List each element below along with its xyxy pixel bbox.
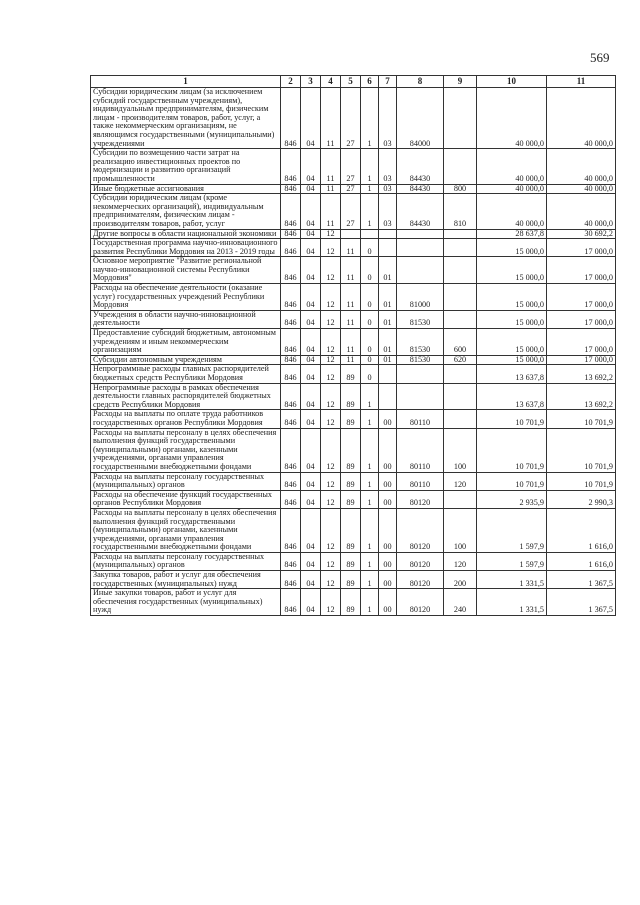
cell-col-9 (444, 365, 477, 383)
cell-col-6: 0 (361, 284, 379, 311)
cell-col-11: 40 000,0 (547, 194, 616, 229)
cell-col-6: 1 (361, 383, 379, 410)
row-name: Непрограммные расходы в рамках обеспечения деятельности главных распорядителей бюджетных средств Республики Мордовия (91, 383, 281, 410)
cell-col-6: 1 (361, 149, 379, 184)
cell-col-5: 89 (341, 508, 361, 552)
cell-col-6: 1 (361, 508, 379, 552)
cell-col-11: 30 692,2 (547, 229, 616, 239)
cell-col-4: 11 (321, 149, 341, 184)
cell-col-5: 89 (341, 589, 361, 616)
row-name: Расходы на выплаты персоналу государственных (муниципальных) органов (91, 472, 281, 490)
cell-col-10: 1 597,9 (477, 552, 547, 570)
table-row (91, 383, 616, 410)
cell-col-6: 1 (361, 428, 379, 472)
cell-col-9 (444, 284, 477, 311)
cell-col-8 (397, 383, 444, 410)
budget-table (90, 75, 616, 616)
cell-col-6: 1 (361, 571, 379, 589)
cell-col-4: 12 (321, 229, 341, 239)
table-row (91, 428, 616, 472)
cell-col-2: 846 (281, 239, 301, 257)
cell-col-9 (444, 383, 477, 410)
cell-col-7: 01 (379, 355, 397, 365)
table-row (91, 472, 616, 490)
cell-col-7: 01 (379, 284, 397, 311)
cell-col-2: 846 (281, 428, 301, 472)
cell-col-4: 12 (321, 383, 341, 410)
cell-col-8 (397, 365, 444, 383)
cell-col-4: 12 (321, 257, 341, 284)
cell-col-8: 80120 (397, 571, 444, 589)
cell-col-2: 846 (281, 229, 301, 239)
cell-col-4: 12 (321, 310, 341, 328)
cell-col-5: 11 (341, 310, 361, 328)
cell-col-5: 27 (341, 149, 361, 184)
cell-col-5: 11 (341, 284, 361, 311)
cell-col-3: 04 (301, 310, 321, 328)
column-header-10: 10 (477, 76, 547, 88)
cell-col-9 (444, 490, 477, 508)
row-name: Расходы на обеспечение деятельности (оказание услуг) государственных учреждений Республики Мордовия (91, 284, 281, 311)
cell-col-7 (379, 229, 397, 239)
cell-col-2: 846 (281, 329, 301, 356)
cell-col-3: 04 (301, 355, 321, 365)
cell-col-10: 40 000,0 (477, 194, 547, 229)
cell-col-10: 15 000,0 (477, 355, 547, 365)
row-name: Субсидии автономным учреждениям (91, 355, 281, 365)
cell-col-8: 80110 (397, 428, 444, 472)
cell-col-3: 04 (301, 365, 321, 383)
cell-col-9: 810 (444, 194, 477, 229)
cell-col-6: 0 (361, 355, 379, 365)
cell-col-5: 11 (341, 257, 361, 284)
column-header-7: 7 (379, 76, 397, 88)
table-row (91, 552, 616, 570)
cell-col-6: 0 (361, 310, 379, 328)
cell-col-9: 620 (444, 355, 477, 365)
cell-col-5: 89 (341, 472, 361, 490)
column-header-6: 6 (361, 76, 379, 88)
cell-col-8: 80110 (397, 472, 444, 490)
cell-col-2: 846 (281, 184, 301, 194)
table-row (91, 184, 616, 194)
cell-col-4: 12 (321, 428, 341, 472)
cell-col-5: 27 (341, 88, 361, 149)
cell-col-9 (444, 229, 477, 239)
cell-col-8: 84430 (397, 184, 444, 194)
cell-col-4: 12 (321, 490, 341, 508)
cell-col-5: 11 (341, 355, 361, 365)
cell-col-8 (397, 229, 444, 239)
cell-col-6: 1 (361, 589, 379, 616)
table-row (91, 229, 616, 239)
cell-col-6: 0 (361, 329, 379, 356)
cell-col-7: 00 (379, 490, 397, 508)
cell-col-3: 04 (301, 149, 321, 184)
column-header-5: 5 (341, 76, 361, 88)
cell-col-4: 12 (321, 239, 341, 257)
cell-col-3: 04 (301, 257, 321, 284)
cell-col-8: 84430 (397, 194, 444, 229)
cell-col-6: 0 (361, 257, 379, 284)
cell-col-8: 80120 (397, 552, 444, 570)
row-name: Закупка товаров, работ и услуг для обеспечения государственных (муниципальных) нужд (91, 571, 281, 589)
cell-col-11: 17 000,0 (547, 284, 616, 311)
cell-col-7: 00 (379, 589, 397, 616)
cell-col-11: 40 000,0 (547, 88, 616, 149)
cell-col-5: 89 (341, 365, 361, 383)
cell-col-11: 40 000,0 (547, 149, 616, 184)
row-name: Непрограммные расходы главных распорядителей бюджетных средств Республики Мордовия (91, 365, 281, 383)
cell-col-6: 1 (361, 472, 379, 490)
cell-col-3: 04 (301, 329, 321, 356)
cell-col-4: 12 (321, 552, 341, 570)
table-row (91, 571, 616, 589)
cell-col-2: 846 (281, 508, 301, 552)
cell-col-4: 11 (321, 194, 341, 229)
table-row (91, 355, 616, 365)
cell-col-7: 03 (379, 88, 397, 149)
table-row (91, 365, 616, 383)
cell-col-11: 13 692,2 (547, 365, 616, 383)
row-name: Расходы на выплаты персоналу в целях обеспечения выполнения функций государственными (муниципальными) органами, казенными учреждениями, органами управления государственными внебюджетными фондами (91, 428, 281, 472)
cell-col-3: 04 (301, 428, 321, 472)
cell-col-8 (397, 239, 444, 257)
cell-col-9: 100 (444, 508, 477, 552)
cell-col-4: 12 (321, 589, 341, 616)
cell-col-5: 89 (341, 571, 361, 589)
cell-col-10: 1 597,9 (477, 508, 547, 552)
cell-col-11: 10 701,9 (547, 410, 616, 428)
cell-col-9 (444, 239, 477, 257)
cell-col-9 (444, 410, 477, 428)
cell-col-10: 28 637,8 (477, 229, 547, 239)
cell-col-4: 12 (321, 571, 341, 589)
table-row (91, 239, 616, 257)
row-name: Государственная программа научно-инновационного развития Республики Мордовия на 2013 - 2019 годы (91, 239, 281, 257)
cell-col-11: 10 701,9 (547, 428, 616, 472)
cell-col-10: 15 000,0 (477, 310, 547, 328)
cell-col-11: 17 000,0 (547, 355, 616, 365)
cell-col-3: 04 (301, 552, 321, 570)
cell-col-9 (444, 257, 477, 284)
cell-col-3: 04 (301, 284, 321, 311)
cell-col-7: 00 (379, 472, 397, 490)
cell-col-2: 846 (281, 284, 301, 311)
row-name: Субсидии по возмещению части затрат на реализацию инвестиционных проектов по модернизации и развитию организаций промышленности (91, 149, 281, 184)
cell-col-4: 12 (321, 284, 341, 311)
cell-col-10: 15 000,0 (477, 239, 547, 257)
cell-col-8: 80120 (397, 490, 444, 508)
cell-col-11: 1 616,0 (547, 508, 616, 552)
cell-col-6: 0 (361, 239, 379, 257)
cell-col-6 (361, 229, 379, 239)
cell-col-11: 10 701,9 (547, 472, 616, 490)
cell-col-4: 12 (321, 472, 341, 490)
cell-col-9: 100 (444, 428, 477, 472)
row-name: Иные бюджетные ассигнования (91, 184, 281, 194)
cell-col-2: 846 (281, 552, 301, 570)
cell-col-8 (397, 257, 444, 284)
cell-col-2: 846 (281, 88, 301, 149)
cell-col-10: 2 935,9 (477, 490, 547, 508)
column-header-2: 2 (281, 76, 301, 88)
cell-col-9: 200 (444, 571, 477, 589)
cell-col-3: 04 (301, 383, 321, 410)
cell-col-11: 17 000,0 (547, 239, 616, 257)
header-row (91, 76, 616, 88)
cell-col-11: 1 367,5 (547, 589, 616, 616)
cell-col-9: 600 (444, 329, 477, 356)
cell-col-6: 1 (361, 184, 379, 194)
cell-col-6: 1 (361, 88, 379, 149)
cell-col-2: 846 (281, 365, 301, 383)
row-name: Другие вопросы в области национальной экономики (91, 229, 281, 239)
cell-col-5: 11 (341, 329, 361, 356)
cell-col-8: 84000 (397, 88, 444, 149)
cell-col-5: 11 (341, 239, 361, 257)
column-header-3: 3 (301, 76, 321, 88)
cell-col-7: 03 (379, 184, 397, 194)
cell-col-4: 12 (321, 355, 341, 365)
cell-col-7 (379, 383, 397, 410)
cell-col-8: 80110 (397, 410, 444, 428)
cell-col-9: 800 (444, 184, 477, 194)
cell-col-3: 04 (301, 571, 321, 589)
cell-col-2: 846 (281, 410, 301, 428)
table-row (91, 284, 616, 311)
row-name: Расходы на выплаты по оплате труда работников государственных органов Республики Мордовия (91, 410, 281, 428)
cell-col-6: 1 (361, 490, 379, 508)
cell-col-2: 846 (281, 194, 301, 229)
cell-col-10: 13 637,8 (477, 365, 547, 383)
cell-col-2: 846 (281, 490, 301, 508)
cell-col-6: 1 (361, 194, 379, 229)
cell-col-10: 40 000,0 (477, 149, 547, 184)
cell-col-5: 89 (341, 428, 361, 472)
cell-col-7: 01 (379, 329, 397, 356)
cell-col-7: 03 (379, 149, 397, 184)
cell-col-8: 80120 (397, 589, 444, 616)
table-row (91, 589, 616, 616)
cell-col-7: 00 (379, 508, 397, 552)
cell-col-10: 15 000,0 (477, 257, 547, 284)
cell-col-3: 04 (301, 88, 321, 149)
table-row (91, 310, 616, 328)
cell-col-5 (341, 229, 361, 239)
cell-col-10: 40 000,0 (477, 88, 547, 149)
table-row (91, 194, 616, 229)
cell-col-5: 89 (341, 383, 361, 410)
cell-col-6: 1 (361, 552, 379, 570)
cell-col-2: 846 (281, 472, 301, 490)
column-header-1: 1 (91, 76, 281, 88)
cell-col-4: 11 (321, 184, 341, 194)
column-header-4: 4 (321, 76, 341, 88)
table-body (91, 88, 616, 616)
cell-col-9 (444, 310, 477, 328)
cell-col-2: 846 (281, 149, 301, 184)
cell-col-3: 04 (301, 184, 321, 194)
cell-col-7: 00 (379, 410, 397, 428)
cell-col-3: 04 (301, 472, 321, 490)
cell-col-3: 04 (301, 589, 321, 616)
cell-col-11: 1 367,5 (547, 571, 616, 589)
cell-col-4: 12 (321, 508, 341, 552)
cell-col-10: 10 701,9 (477, 428, 547, 472)
cell-col-2: 846 (281, 257, 301, 284)
cell-col-10: 13 637,8 (477, 383, 547, 410)
cell-col-6: 1 (361, 410, 379, 428)
cell-col-8: 81000 (397, 284, 444, 311)
cell-col-7: 00 (379, 571, 397, 589)
cell-col-3: 04 (301, 508, 321, 552)
row-name: Субсидии юридическим лицам (за исключением субсидий государственным учреждениям), индивидуальным предпринимателям, физическим лицам - производителям товаров, работ, услуг, а также некоммерческим организациям, не являющимся государственными (муниципальными) учреждениями (91, 88, 281, 149)
row-name: Учреждения в области научно-инновационной деятельности (91, 310, 281, 328)
cell-col-2: 846 (281, 355, 301, 365)
cell-col-11: 13 692,2 (547, 383, 616, 410)
cell-col-7: 03 (379, 194, 397, 229)
cell-col-7: 00 (379, 428, 397, 472)
cell-col-7 (379, 365, 397, 383)
cell-col-9: 120 (444, 472, 477, 490)
cell-col-8: 81530 (397, 310, 444, 328)
cell-col-4: 12 (321, 329, 341, 356)
cell-col-5: 89 (341, 552, 361, 570)
cell-col-4: 11 (321, 88, 341, 149)
table-row (91, 257, 616, 284)
table-row (91, 329, 616, 356)
row-name: Основное мероприятие "Развитие региональной научно-инновационной системы Республики Мордовия" (91, 257, 281, 284)
cell-col-9 (444, 149, 477, 184)
cell-col-3: 04 (301, 490, 321, 508)
cell-col-10: 40 000,0 (477, 184, 547, 194)
cell-col-5: 89 (341, 490, 361, 508)
cell-col-10: 10 701,9 (477, 472, 547, 490)
table-row (91, 508, 616, 552)
cell-col-3: 04 (301, 410, 321, 428)
cell-col-11: 17 000,0 (547, 310, 616, 328)
table-row (91, 490, 616, 508)
cell-col-2: 846 (281, 383, 301, 410)
row-name: Расходы на выплаты персоналу в целях обеспечения выполнения функций государственными (муниципальными) органами, казенными учреждениями, органами управления государственными внебюджетными фондами (91, 508, 281, 552)
cell-col-7: 01 (379, 310, 397, 328)
cell-col-8: 81530 (397, 355, 444, 365)
cell-col-11: 2 990,3 (547, 490, 616, 508)
cell-col-9 (444, 88, 477, 149)
cell-col-8: 80120 (397, 508, 444, 552)
table-row (91, 149, 616, 184)
column-header-9: 9 (444, 76, 477, 88)
cell-col-9: 120 (444, 552, 477, 570)
row-name: Субсидии юридическим лицам (кроме некоммерческих организаций), индивидуальным предпринимателям, физическим лицам - производителям товаров, работ, услуг (91, 194, 281, 229)
row-name: Иные закупки товаров, работ и услуг для обеспечения государственных (муниципальных) нужд (91, 589, 281, 616)
cell-col-10: 15 000,0 (477, 284, 547, 311)
cell-col-2: 846 (281, 589, 301, 616)
row-name: Расходы на обеспечение функций государственных органов Республики Мордовия (91, 490, 281, 508)
column-header-8: 8 (397, 76, 444, 88)
cell-col-10: 15 000,0 (477, 329, 547, 356)
cell-col-11: 40 000,0 (547, 184, 616, 194)
cell-col-11: 1 616,0 (547, 552, 616, 570)
page-number: 569 (590, 50, 610, 65)
cell-col-4: 12 (321, 410, 341, 428)
cell-col-5: 89 (341, 410, 361, 428)
row-name: Расходы на выплаты персоналу государственных (муниципальных) органов (91, 552, 281, 570)
cell-col-5: 27 (341, 194, 361, 229)
column-header-11: 11 (547, 76, 616, 88)
cell-col-11: 17 000,0 (547, 257, 616, 284)
cell-col-3: 04 (301, 239, 321, 257)
cell-col-10: 1 331,5 (477, 571, 547, 589)
cell-col-7 (379, 239, 397, 257)
cell-col-6: 0 (361, 365, 379, 383)
table-row (91, 88, 616, 149)
cell-col-5: 27 (341, 184, 361, 194)
cell-col-2: 846 (281, 571, 301, 589)
cell-col-3: 04 (301, 229, 321, 239)
cell-col-8: 84430 (397, 149, 444, 184)
row-name: Предоставление субсидий бюджетным, автономным учреждениям и иным некоммерческим организациям (91, 329, 281, 356)
cell-col-9: 240 (444, 589, 477, 616)
cell-col-11: 17 000,0 (547, 329, 616, 356)
cell-col-8: 81530 (397, 329, 444, 356)
cell-col-3: 04 (301, 194, 321, 229)
cell-col-7: 01 (379, 257, 397, 284)
cell-col-10: 1 331,5 (477, 589, 547, 616)
cell-col-10: 10 701,9 (477, 410, 547, 428)
table-row (91, 410, 616, 428)
cell-col-7: 00 (379, 552, 397, 570)
cell-col-2: 846 (281, 310, 301, 328)
cell-col-4: 12 (321, 365, 341, 383)
